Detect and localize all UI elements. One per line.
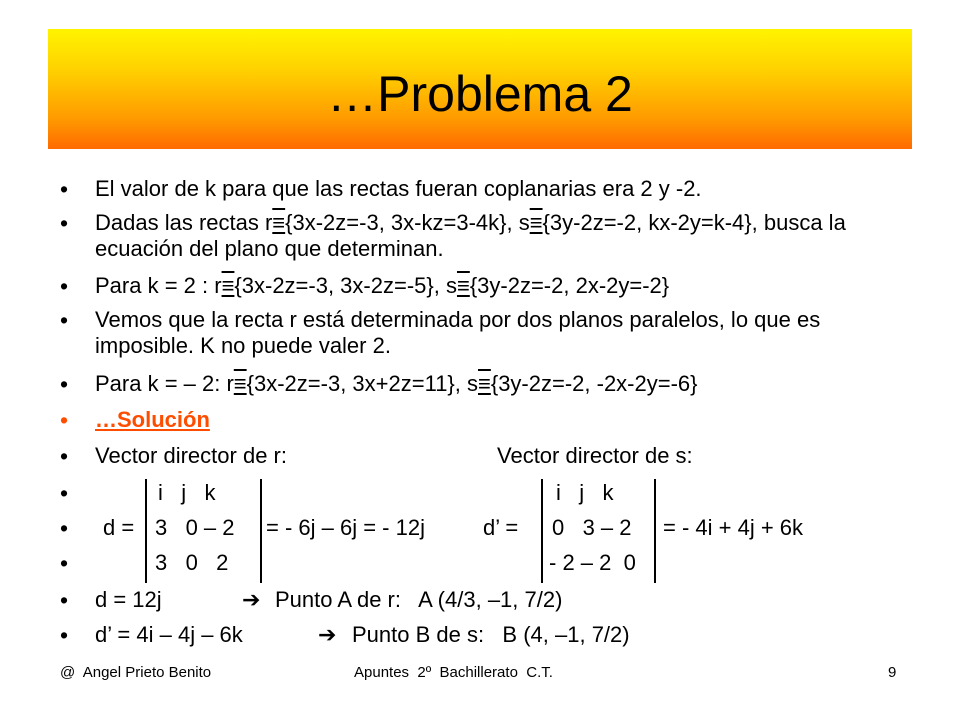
solution-link[interactable]: …Solución <box>95 407 210 432</box>
equiv-symbol: ≡ <box>478 371 491 396</box>
matrix-r-row: 3 0 – 2 <box>155 515 235 540</box>
footer-course: Apuntes 2º Bachillerato C.T. <box>354 664 553 681</box>
bullet-5-text: Para k = – 2: r≡{3x-2z=-3, 3x+2z=11}, s≡{3y-2z=-2, -2x-2y=-6} <box>95 371 698 396</box>
bullet-icon: • <box>60 515 69 541</box>
matrix-s-header: i j k <box>556 480 614 505</box>
equiv-symbol: ≡ <box>272 210 286 235</box>
vector-s-heading: Vector director de s: <box>497 443 693 468</box>
equiv-symbol: ≡ <box>221 273 235 298</box>
bullet-icon: • <box>60 587 69 613</box>
footer-author: @ Angel Prieto Benito <box>60 664 212 681</box>
bullet-icon: • <box>60 443 69 469</box>
matrix-s-row: 0 3 – 2 <box>552 515 632 540</box>
matrix-s-row: - 2 – 2 0 <box>549 550 636 575</box>
equiv-symbol: ≡ <box>529 210 543 235</box>
slide-title: …Problema 2 <box>327 66 633 122</box>
bullet-icon: • <box>60 371 69 397</box>
bullet-icon: • <box>60 176 69 202</box>
bullet-icon: • <box>60 550 69 576</box>
matrix-r-row: 3 0 2 <box>155 550 229 575</box>
bullet-icon: • <box>60 307 69 333</box>
bullet-icon: • <box>60 622 69 648</box>
bullet-icon: • <box>60 210 69 236</box>
d-prime-final: d’ = 4i – 4j – 6k <box>95 622 243 647</box>
bullet-2-text: Dadas las rectas r≡{3x-2z=-3, 3x-kz=3-4k}, s≡{3y-2z=-2, kx-2y=k-4}, busca la ecuación del plano que determinan. <box>95 210 846 261</box>
determinant-bar-right <box>260 479 262 583</box>
d-final: d = 12j <box>95 587 162 612</box>
bullet-icon: • <box>60 407 69 433</box>
d-label: d = <box>103 515 135 540</box>
d-prime-label: d’ = <box>483 515 519 540</box>
d-prime-result: = - 4i + 4j + 6k <box>663 515 804 540</box>
determinant-bar-left <box>145 479 147 583</box>
bullet-1-text: El valor de k para que las rectas fueran coplanarias era 2 y -2. <box>95 176 702 201</box>
bullet-icon: • <box>60 273 69 299</box>
equiv-symbol: ≡ <box>233 371 247 396</box>
bullet-4-text: Vemos que la recta r está determinada por dos planos paralelos, lo que es imposible. K no puede valer 2. <box>95 307 821 358</box>
point-b: Punto B de s: B (4, –1, 7/2) <box>352 622 630 647</box>
point-a: Punto A de r: A (4/3, –1, 7/2) <box>275 587 563 612</box>
determinant-bar-left <box>541 479 543 583</box>
matrix-r-header: i j k <box>158 480 216 505</box>
arrow-icon: ➔ <box>242 587 261 612</box>
vector-r-heading: Vector director de r: <box>95 443 287 468</box>
equiv-symbol: ≡ <box>456 273 470 298</box>
determinant-bar-right <box>654 479 656 583</box>
page-number: 9 <box>888 664 897 681</box>
arrow-icon: ➔ <box>318 622 337 647</box>
bullet-icon: • <box>60 480 69 506</box>
title-banner <box>48 29 912 149</box>
d-result: = - 6j – 6j = - 12j <box>266 515 425 540</box>
bullet-3-text: Para k = 2 : r≡{3x-2z=-3, 3x-2z=-5}, s≡{3y-2z=-2, 2x-2y=-2} <box>95 273 670 298</box>
